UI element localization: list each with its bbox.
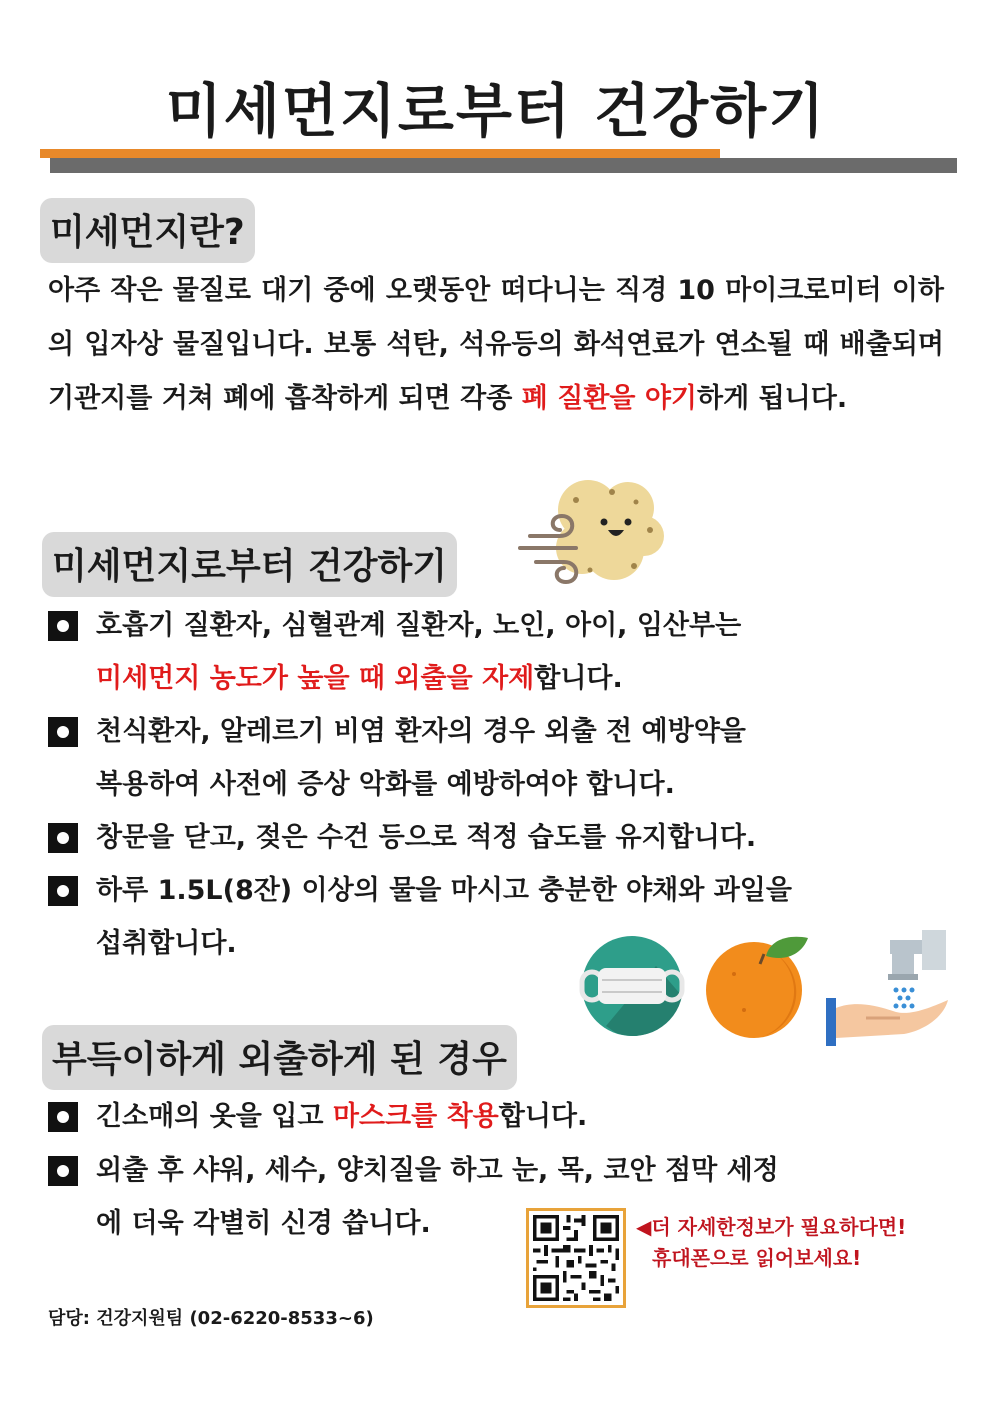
page-title: 미세먼지로부터 건강하기 <box>165 77 827 145</box>
section-heading-when-going-out: 부득이하게 외출하게 된 경우 <box>42 1025 517 1090</box>
bullet-icon <box>48 717 78 747</box>
accent-bar-gray <box>50 158 957 173</box>
bullet-icon <box>48 1156 78 1186</box>
list-item: 외출 후 샤워, 세수, 양치질을 하고 눈, 목, 코안 점막 세정 에 더욱 각별히 신경 씁니다. <box>48 1144 948 1250</box>
contact-footer: 담당: 건강지원팀 (02-6220-8533~6) <box>48 1308 374 1329</box>
fine-dust-definition: 아주 작은 물질로 대기 중에 오랫동안 떠다니는 직경 10 마이크로미터 이하의 입자상 물질입니다. 보통 석탄, 석유등의 화석연료가 연소될 때 배출되며 기관지를 거쳐 폐에 흡착하게 되면 각종 폐 질환을 야기하게 됩니다. <box>48 275 944 414</box>
qr-info-line1: ◀더 자세한정보가 필요하다면! <box>636 1215 907 1239</box>
list-item: 천식환자, 알레르기 비염 환자의 경우 외출 전 예방약을 복용하여 사전에 증상 악화를 예방하여야 합니다. <box>48 705 948 811</box>
hand-washing-icon <box>826 926 950 1048</box>
qr-info-text <box>636 1212 906 1274</box>
bullet-icon <box>48 611 78 641</box>
section-heading-what-is-fine-dust: 미세먼지란? <box>40 198 255 263</box>
list-item: 창문을 닫고, 젖은 수건 등으로 적정 습도를 유지합니다. <box>48 811 948 864</box>
bullet-icon <box>48 876 78 906</box>
qr-code[interactable] <box>526 1208 626 1308</box>
section-heading-health-tips: 미세먼지로부터 건강하기 <box>42 532 457 597</box>
dust-cloud-icon <box>516 478 668 588</box>
qr-info-line2: 휴대폰으로 읽어보세요! <box>652 1246 862 1270</box>
accent-bar-orange <box>40 149 720 158</box>
qr-code-icon <box>529 1211 623 1305</box>
list-item: 하루 1.5L(8잔) 이상의 물을 마시고 충분한 야채와 과일을 섭취합니다. <box>48 864 948 970</box>
bullet-icon <box>48 823 78 853</box>
list-item: 호흡기 질환자, 심혈관계 질환자, 노인, 아이, 임산부는 미세먼지 농도가 높을 때 외출을 자제합니다. <box>48 599 948 705</box>
bullet-icon <box>48 1102 78 1132</box>
face-mask-icon <box>576 936 688 1036</box>
list-item: 긴소매의 옷을 입고 마스크를 착용합니다. <box>48 1090 948 1143</box>
orange-fruit-icon <box>704 934 812 1038</box>
